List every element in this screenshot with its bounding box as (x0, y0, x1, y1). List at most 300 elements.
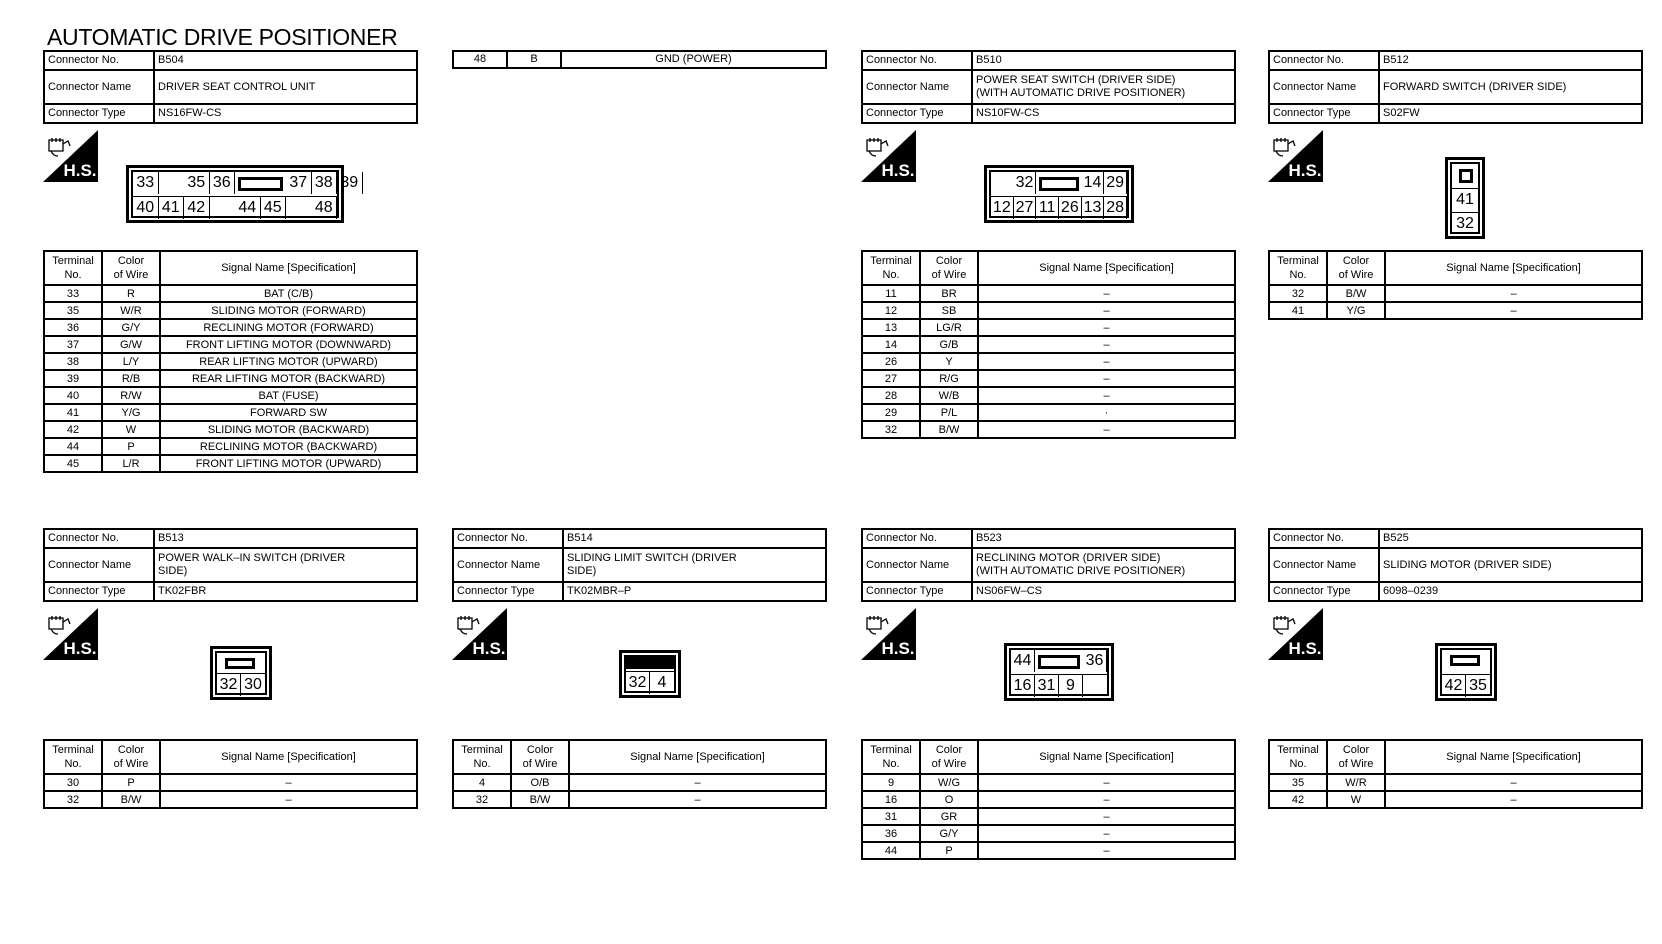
th-signal: Signal Name [Specification] (1385, 251, 1642, 285)
signal-name: BAT (FUSE) (160, 387, 417, 404)
wire-color: Y/G (102, 404, 160, 421)
th-terminal: Terminal No. (44, 740, 102, 774)
table-row (862, 825, 1235, 842)
table-row (862, 353, 1235, 370)
th-signal: Signal Name [Specification] (1385, 740, 1642, 774)
connector-block-b513 (43, 528, 418, 806)
wire-color: G/Y (102, 319, 160, 336)
table-row (44, 353, 417, 370)
signal-name: · (978, 404, 1235, 421)
pin-32: 32 (1014, 172, 1037, 194)
connector-type-label: Connector Type (44, 582, 154, 601)
terminal-no: 13 (862, 319, 920, 336)
terminal-no: 12 (862, 302, 920, 319)
terminal-no: 4 (453, 774, 511, 791)
wire-color: R/B (102, 370, 160, 387)
hs-label: H.S. (63, 639, 97, 658)
th-color: Color of Wire (102, 251, 160, 285)
pin-30: 30 (241, 673, 265, 696)
connector-diagram (619, 650, 681, 698)
pin-36: 36 (1083, 650, 1107, 672)
connector-shell (619, 650, 681, 698)
connector-lock (1039, 177, 1078, 191)
pin-35: 35 (1466, 674, 1490, 697)
pin-14: 14 (1082, 172, 1105, 194)
connector-type: S02FW (1379, 104, 1642, 123)
connector-face (989, 170, 1129, 218)
connector-block-b514 (452, 528, 827, 806)
signal-name: – (978, 421, 1235, 438)
connector-face (1440, 648, 1492, 696)
table-row (862, 319, 1235, 336)
connector-block-b523 (861, 528, 1236, 857)
pin-28: 28 (1104, 197, 1127, 219)
connector-type-label: Connector Type (862, 582, 972, 601)
connector-shell (210, 646, 272, 700)
wire-color: O/B (511, 774, 569, 791)
pin-row-top (133, 172, 359, 195)
terminal-no: 26 (862, 353, 920, 370)
connector-face (131, 170, 359, 218)
connector-type: NS06FW–CS (972, 582, 1235, 601)
table-row (44, 285, 417, 302)
th-terminal: Terminal No. (453, 740, 511, 774)
harness-side-icon (861, 130, 916, 182)
wire-color: W/R (1327, 774, 1385, 791)
wire-color: B/W (511, 791, 569, 808)
connector-lock (626, 657, 674, 669)
wire-color: L/Y (102, 353, 160, 370)
pin-41: 41 (159, 197, 185, 219)
signal-name: – (978, 387, 1235, 404)
terminal-table (43, 250, 418, 473)
gnd-color: B (507, 51, 561, 68)
pin-16: 16 (1011, 675, 1035, 697)
pin-38: 38 (312, 172, 338, 194)
connector-diagram (126, 165, 359, 223)
table-row (44, 370, 417, 387)
pin-9: 9 (1059, 675, 1083, 697)
table-row (862, 791, 1235, 808)
terminal-no: 39 (44, 370, 102, 387)
table-row (862, 387, 1235, 404)
harness-side-icon (43, 130, 98, 182)
connector-name: POWER SEAT SWITCH (DRIVER SIDE) (WITH AUTOMATIC DRIVE POSITIONER) (972, 70, 1235, 104)
pin-row-bottom (133, 196, 337, 220)
wire-color: O (920, 791, 978, 808)
wire-color: W/R (102, 302, 160, 319)
pin-32: 32 (1452, 212, 1478, 235)
pin-45: 45 (261, 197, 287, 219)
terminal-no: 40 (44, 387, 102, 404)
b504-continuation-row (452, 50, 827, 69)
connector-face (215, 651, 267, 695)
terminal-table (861, 250, 1236, 439)
pin-42: 42 (1442, 674, 1466, 697)
connector-no-label: Connector No. (862, 529, 972, 548)
th-color: Color of Wire (102, 740, 160, 774)
table-row (1269, 791, 1642, 808)
table-row (44, 421, 417, 438)
table-row (44, 774, 417, 791)
wire-color: Y (920, 353, 978, 370)
signal-name: – (160, 774, 417, 791)
table-row (1269, 302, 1642, 319)
th-terminal: Terminal No. (44, 251, 102, 285)
connector-no: B513 (154, 529, 417, 548)
table-row (44, 302, 417, 319)
terminal-no: 29 (862, 404, 920, 421)
connector-no-label: Connector No. (44, 51, 154, 70)
connector-no-label: Connector No. (862, 51, 972, 70)
connector-lock (238, 177, 283, 191)
pin-row-bottom (1011, 674, 1107, 698)
connector-name: POWER WALK–IN SWITCH (DRIVER SIDE) (154, 548, 417, 582)
pin-42: 42 (184, 197, 210, 219)
terminal-no: 11 (862, 285, 920, 302)
connector-name-label: Connector Name (1269, 70, 1379, 104)
connector-shell (1004, 643, 1114, 701)
connector-lock (225, 658, 255, 669)
signal-name: – (978, 825, 1235, 842)
signal-name: BAT (C/B) (160, 285, 417, 302)
connector-name-label: Connector Name (862, 548, 972, 582)
terminal-no: 44 (862, 842, 920, 859)
pin-12: 12 (991, 197, 1014, 219)
pin-32: 32 (626, 671, 650, 694)
pin-32: 32 (217, 673, 241, 696)
table-row (453, 774, 826, 791)
hs-label: H.S. (1288, 161, 1322, 180)
wire-color: W (102, 421, 160, 438)
connector-header (861, 528, 1236, 602)
table-row (862, 336, 1235, 353)
signal-name: – (978, 842, 1235, 859)
th-terminal: Terminal No. (1269, 251, 1327, 285)
connector-block-b512 (1268, 50, 1643, 317)
connector-type-label: Connector Type (453, 582, 563, 601)
connector-shell (1445, 157, 1485, 239)
terminal-no: 37 (44, 336, 102, 353)
hs-label: H.S. (881, 639, 915, 658)
table-row (862, 774, 1235, 791)
terminal-no: 32 (453, 791, 511, 808)
connector-header (452, 528, 827, 602)
connector-header (1268, 528, 1643, 602)
harness-side-icon (1268, 608, 1323, 660)
page-title: AUTOMATIC DRIVE POSITIONER (47, 24, 398, 50)
connector-no: B504 (154, 51, 417, 70)
connector-type: NS10FW-CS (972, 104, 1235, 123)
terminal-no: 32 (44, 791, 102, 808)
pin-48: 48 (312, 197, 338, 219)
harness-side-icon (43, 608, 98, 660)
signal-name: – (978, 370, 1235, 387)
connector-type: TK02MBR–P (563, 582, 826, 601)
terminal-no: 32 (862, 421, 920, 438)
signal-name: – (1385, 774, 1642, 791)
terminal-no: 35 (1269, 774, 1327, 791)
gnd-signal: GND (POWER) (561, 51, 826, 68)
signal-name: SLIDING MOTOR (FORWARD) (160, 302, 417, 319)
wire-color: G/W (102, 336, 160, 353)
connector-no-label: Connector No. (44, 529, 154, 548)
terminal-no: 44 (44, 438, 102, 455)
connector-name-label: Connector Name (453, 548, 563, 582)
terminal-no: 33 (44, 285, 102, 302)
wire-color: R/W (102, 387, 160, 404)
connector-no: B523 (972, 529, 1235, 548)
terminal-table (1268, 739, 1643, 809)
th-signal: Signal Name [Specification] (569, 740, 826, 774)
table-row (44, 404, 417, 421)
signal-name: REAR LIFTING MOTOR (BACKWARD) (160, 370, 417, 387)
table-row (44, 336, 417, 353)
wire-color: Y/G (1327, 302, 1385, 319)
th-color: Color of Wire (920, 740, 978, 774)
connector-no: B514 (563, 529, 826, 548)
wire-color: P/L (920, 404, 978, 421)
connector-type: 6098–0239 (1379, 582, 1642, 601)
connector-no-label: Connector No. (453, 529, 563, 548)
terminal-no: 28 (862, 387, 920, 404)
pin-row-top (991, 172, 1127, 195)
connector-face (1009, 648, 1109, 696)
wire-color: R/G (920, 370, 978, 387)
signal-name: – (978, 336, 1235, 353)
th-terminal: Terminal No. (862, 251, 920, 285)
signal-name: REAR LIFTING MOTOR (UPWARD) (160, 353, 417, 370)
connector-shell (1435, 643, 1497, 701)
terminal-no: 35 (44, 302, 102, 319)
hs-label: H.S. (881, 161, 915, 180)
signal-name: – (1385, 285, 1642, 302)
signal-name: – (160, 791, 417, 808)
wire-color: B/W (102, 791, 160, 808)
pin-44: 44 (1011, 650, 1035, 672)
terminal-table (1268, 250, 1643, 320)
connector-name: RECLINING MOTOR (DRIVER SIDE) (WITH AUTOMATIC DRIVE POSITIONER) (972, 548, 1235, 582)
wire-color: W (1327, 791, 1385, 808)
th-terminal: Terminal No. (862, 740, 920, 774)
harness-side-icon (1268, 130, 1323, 182)
pin-row-bottom (991, 196, 1127, 220)
connector-diagram (1004, 643, 1114, 701)
signal-name: – (978, 791, 1235, 808)
connector-lock (1038, 655, 1080, 669)
connector-header (43, 50, 418, 124)
terminal-table (452, 739, 827, 809)
pin-27: 27 (1014, 197, 1037, 219)
signal-name: – (569, 774, 826, 791)
wire-color: R (102, 285, 160, 302)
harness-side-icon (861, 608, 916, 660)
connector-type-label: Connector Type (1269, 104, 1379, 123)
table-row (44, 455, 417, 472)
table-row (862, 421, 1235, 438)
wire-color: LG/R (920, 319, 978, 336)
connector-type: NS16FW-CS (154, 104, 417, 123)
connector-shell (984, 165, 1134, 223)
wire-color: B/W (920, 421, 978, 438)
wire-color: W/B (920, 387, 978, 404)
pin-37: 37 (286, 172, 312, 194)
connector-diagram (1445, 157, 1485, 239)
table-row (44, 387, 417, 404)
connector-name: SLIDING MOTOR (DRIVER SIDE) (1379, 548, 1642, 582)
table-row (862, 404, 1235, 421)
connector-face (624, 655, 676, 693)
table-row (453, 791, 826, 808)
terminal-no: 36 (44, 319, 102, 336)
th-signal: Signal Name [Specification] (160, 740, 417, 774)
pin-29: 29 (1104, 172, 1127, 194)
terminal-no: 16 (862, 791, 920, 808)
signal-name: SLIDING MOTOR (BACKWARD) (160, 421, 417, 438)
wire-color: SB (920, 302, 978, 319)
connector-header (43, 528, 418, 602)
connector-type-label: Connector Type (862, 104, 972, 123)
pin-11: 11 (1036, 197, 1059, 219)
connector-no: B525 (1379, 529, 1642, 548)
pin-41: 41 (1452, 188, 1478, 211)
signal-name: FRONT LIFTING MOTOR (UPWARD) (160, 455, 417, 472)
connector-name-label: Connector Name (862, 70, 972, 104)
signal-name: FRONT LIFTING MOTOR (DOWNWARD) (160, 336, 417, 353)
connector-header (1268, 50, 1643, 124)
gnd-terminal: 48 (453, 51, 507, 68)
signal-name: FORWARD SW (160, 404, 417, 421)
connector-name-label: Connector Name (44, 70, 154, 104)
connector-type: TK02FBR (154, 582, 417, 601)
terminal-table (43, 739, 418, 809)
th-color: Color of Wire (1327, 740, 1385, 774)
hs-label: H.S. (63, 161, 97, 180)
connector-name: FORWARD SWITCH (DRIVER SIDE) (1379, 70, 1642, 104)
wire-color: G/B (920, 336, 978, 353)
wire-color: L/R (102, 455, 160, 472)
pin-40: 40 (133, 197, 159, 219)
th-signal: Signal Name [Specification] (978, 740, 1235, 774)
th-terminal: Terminal No. (1269, 740, 1327, 774)
wire-color: GR (920, 808, 978, 825)
th-color: Color of Wire (920, 251, 978, 285)
hs-label: H.S. (472, 639, 506, 658)
connector-lock (1459, 169, 1473, 183)
connector-block-b510 (861, 50, 1236, 436)
signal-name: – (569, 791, 826, 808)
pin-26: 26 (1059, 197, 1082, 219)
table-row (862, 370, 1235, 387)
th-signal: Signal Name [Specification] (978, 251, 1235, 285)
wire-color: W/G (920, 774, 978, 791)
table-row (862, 842, 1235, 859)
table-row (44, 438, 417, 455)
terminal-no: 45 (44, 455, 102, 472)
wire-color: BR (920, 285, 978, 302)
connector-shell (126, 165, 359, 223)
table-row (44, 791, 417, 808)
pin-31: 31 (1035, 675, 1059, 697)
table-row (862, 285, 1235, 302)
th-color: Color of Wire (1327, 251, 1385, 285)
signal-name: – (978, 353, 1235, 370)
connector-no-label: Connector No. (1269, 529, 1379, 548)
pin-44: 44 (235, 197, 261, 219)
table-row (44, 319, 417, 336)
terminal-no: 9 (862, 774, 920, 791)
terminal-no: 42 (1269, 791, 1327, 808)
terminal-no: 36 (862, 825, 920, 842)
pin-36: 36 (210, 172, 236, 194)
connector-no: B512 (1379, 51, 1642, 70)
connector-type-label: Connector Type (1269, 582, 1379, 601)
pin-4: 4 (650, 671, 674, 694)
terminal-no: 27 (862, 370, 920, 387)
signal-name: – (1385, 791, 1642, 808)
th-signal: Signal Name [Specification] (160, 251, 417, 285)
connector-name-label: Connector Name (1269, 548, 1379, 582)
table-row (1269, 285, 1642, 302)
wire-color: G/Y (920, 825, 978, 842)
connector-face (1450, 162, 1480, 234)
connector-diagram (210, 646, 272, 700)
terminal-table (861, 739, 1236, 860)
wire-color: P (920, 842, 978, 859)
connector-header (861, 50, 1236, 124)
connector-diagram (1435, 643, 1497, 701)
connector-lock (1450, 655, 1480, 666)
signal-name: RECLINING MOTOR (FORWARD) (160, 319, 417, 336)
pin-33: 33 (133, 172, 159, 194)
terminal-no: 38 (44, 353, 102, 370)
signal-name: RECLINING MOTOR (BACKWARD) (160, 438, 417, 455)
signal-name: – (978, 319, 1235, 336)
connector-block-b525 (1268, 528, 1643, 806)
terminal-no: 31 (862, 808, 920, 825)
wire-color: P (102, 438, 160, 455)
terminal-no: 30 (44, 774, 102, 791)
connector-name: DRIVER SEAT CONTROL UNIT (154, 70, 417, 104)
wire-color: B/W (1327, 285, 1385, 302)
wire-color: P (102, 774, 160, 791)
table-row (862, 808, 1235, 825)
pin-35: 35 (184, 172, 210, 194)
signal-name: – (978, 285, 1235, 302)
terminal-no: 42 (44, 421, 102, 438)
connector-type-label: Connector Type (44, 104, 154, 123)
signal-name: – (978, 302, 1235, 319)
connector-name-label: Connector Name (44, 548, 154, 582)
connector-no-label: Connector No. (1269, 51, 1379, 70)
connector-diagram (984, 165, 1134, 223)
connector-name: SLIDING LIMIT SWITCH (DRIVER SIDE) (563, 548, 826, 582)
signal-name: – (1385, 302, 1642, 319)
hs-label: H.S. (1288, 639, 1322, 658)
terminal-no: 14 (862, 336, 920, 353)
terminal-no: 41 (44, 404, 102, 421)
connector-no: B510 (972, 51, 1235, 70)
signal-name: – (978, 774, 1235, 791)
table-row (1269, 774, 1642, 791)
pin-row-top (1011, 650, 1107, 673)
signal-name: – (978, 808, 1235, 825)
terminal-no: 41 (1269, 302, 1327, 319)
pin-39: 39 (337, 172, 363, 194)
connector-block-b504 (43, 50, 418, 470)
pin-13: 13 (1082, 197, 1105, 219)
terminal-no: 32 (1269, 285, 1327, 302)
